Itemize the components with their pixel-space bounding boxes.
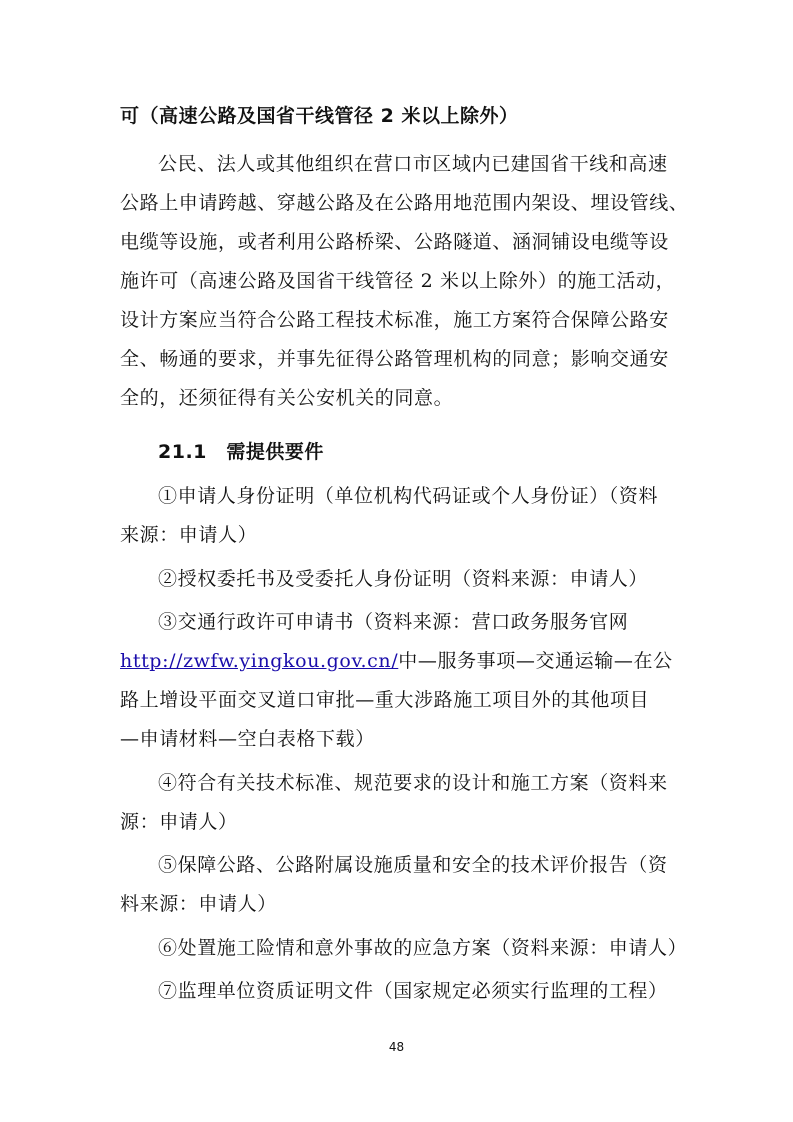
- list-item-continuation: 料来源：申请人）: [120, 893, 277, 915]
- paragraph-line: 公路上申请跨越、穿越公路及在公路用地范围内架设、埋设管线、: [120, 192, 689, 214]
- link-trailing-text: 中—服务事项—交通运输—在公: [398, 650, 673, 672]
- list-item: ⑥处置施工险情和意外事故的应急方案（资料来源：申请人）: [158, 937, 688, 959]
- paragraph-line: 公民、法人或其他组织在营口市区域内已建国省干线和高速: [158, 153, 668, 175]
- paragraph-line: 施许可（高速公路及国省干线管径 2 米以上除外）的施工活动，: [120, 270, 676, 292]
- list-item: ②授权委托书及受委托人身份证明（资料来源：申请人）: [158, 568, 649, 590]
- list-item: ③交通行政许可申请书（资料来源：营口政务服务官网: [158, 611, 629, 633]
- list-item: ⑦监理单位资质证明文件（国家规定必须实行监理的工程）: [158, 980, 668, 1002]
- list-item: ⑤保障公路、公路附属设施质量和安全的技术评价报告（资: [158, 854, 668, 876]
- list-item: ④符合有关技术标准、规范要求的设计和施工方案（资料来: [158, 772, 668, 794]
- list-item-continuation: 路上增设平面交叉道口审批—重大涉路施工项目外的其他项目: [120, 689, 650, 711]
- list-item-continuation: 来源：申请人）: [120, 524, 258, 546]
- paragraph-line: 全的，还须征得有关公安机关的同意。: [120, 387, 454, 409]
- heading-continuation: 可（高速公路及国省干线管径 2 米以上除外）: [120, 105, 519, 127]
- list-item-continuation: —申请材料—空白表格下载）: [120, 728, 375, 750]
- section-heading: 21.1 需提供要件: [158, 441, 324, 463]
- paragraph-line: 全、畅通的要求，并事先征得公路管理机构的同意；影响交通安: [120, 348, 669, 370]
- list-item-continuation: 源：申请人）: [120, 811, 238, 833]
- page-number: 48: [388, 1040, 405, 1054]
- zwfw-website-link[interactable]: http://zwfw.yingkou.gov.cn/: [120, 650, 399, 672]
- list-item: ①申请人身份证明（单位机构代码证或个人身份证）（资料: [158, 485, 659, 507]
- paragraph-line: 设计方案应当符合公路工程技术标准，施工方案符合保障公路安: [120, 309, 669, 331]
- list-item-continuation: [120, 649, 673, 673]
- paragraph-line: 电缆等设施，或者利用公路桥梁、公路隧道、涵洞铺设电缆等设: [120, 231, 669, 253]
